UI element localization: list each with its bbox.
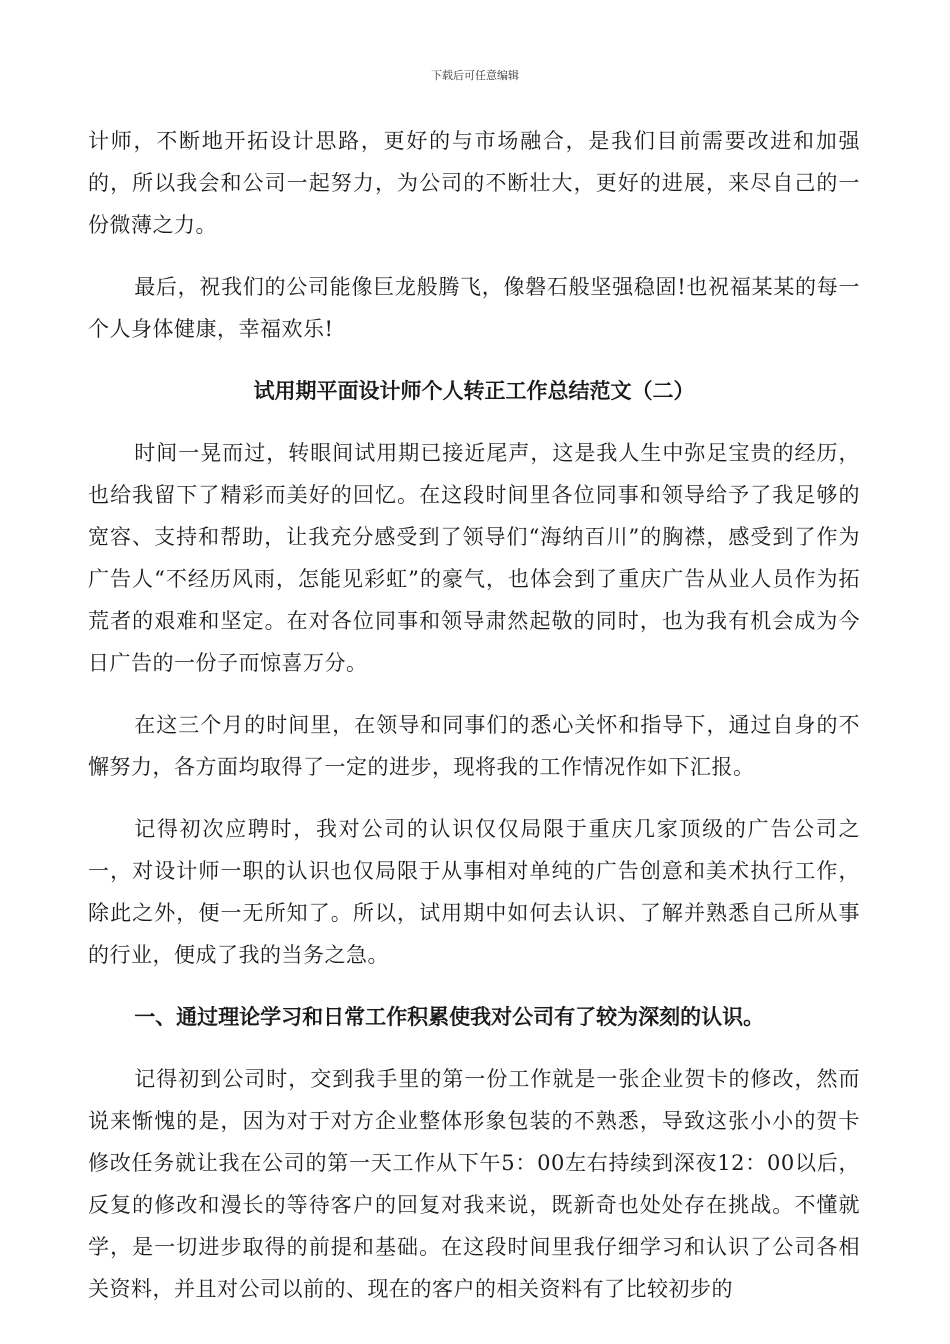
page-header: 下载后可任意编辑 [431, 69, 519, 82]
paragraph-continuation: 计师，不断地开拓设计思路，更好的与市场融合，是我们目前需要改进和加强的，所以我会和公司一起努力，为公司的不断壮大，更好的进展，来尽自己的一份微薄之力。 [88, 129, 860, 237]
paragraph-summary: 在这三个月的时间里，在领导和同事们的悉心关怀和指导下，通过自身的不懈努力，各方面均取得了一定的进步，现将我的工作情况作如下汇报。 [88, 713, 860, 779]
document-body [88, 120, 860, 1310]
paragraph-closing-wishes: 最后，祝我们的公司能像巨龙般腾飞，像磐石般坚强稳固!也祝福某某的每一个人身体健康，幸福欢乐! [88, 275, 860, 341]
subsection-heading: 一、通过理论学习和日常工作积累使我对公司有了较为深刻的认识。 [134, 1004, 765, 1029]
paragraph-intro: 时间一晃而过，转眼间试用期已接近尾声，这是我人生中弥足宝贵的经历，也给我留下了精彩而美好的回忆。在这段时间里各位同事和领导给予了我足够的宽容、支持和帮助，让我充分感受到了领导们“海纳百川”的胸襟，感受到了作为广告人“不经历风雨，怎能见彩虹”的豪气，也体会到了重庆广告从业人员作为拓荒者的艰难和坚定。在对各位同事和领导肃然起敬的同时，也为我有机会成为今日广告的一份子而惊喜万分。 [88, 441, 860, 675]
section-title: 试用期平面设计师个人转正工作总结范文（二） [253, 378, 695, 403]
paragraph-first-impression: 记得初次应聘时，我对公司的认识仅仅局限于重庆几家顶级的广告公司之一，对设计师一职的认识也仅局限于从事相对单纯的广告创意和美术执行工作，除此之外，便一无所知了。所以，试用期中如何去认识、了解并熟悉自己所从事的行业，便成了我的当务之急。 [88, 817, 860, 967]
paragraph-first-task: 记得初到公司时，交到我手里的第一份工作就是一张企业贺卡的修改，然而说来惭愧的是，因为对于对方企业整体形象包装的不熟悉，导致这张小小的贺卡修改任务就让我在公司的第一天工作从下午5：00左右持续到深夜12：00以后，反复的修改和漫长的等待客户的回复对我来说，既新奇也处处存在挑战。不懂就学，是一切进步取得的前提和基础。在这段时间里我仔细学习和认识了公司各相关资料，并且对公司以前的、现在的客户的相关资料有了比较初步的 [88, 1067, 860, 1301]
